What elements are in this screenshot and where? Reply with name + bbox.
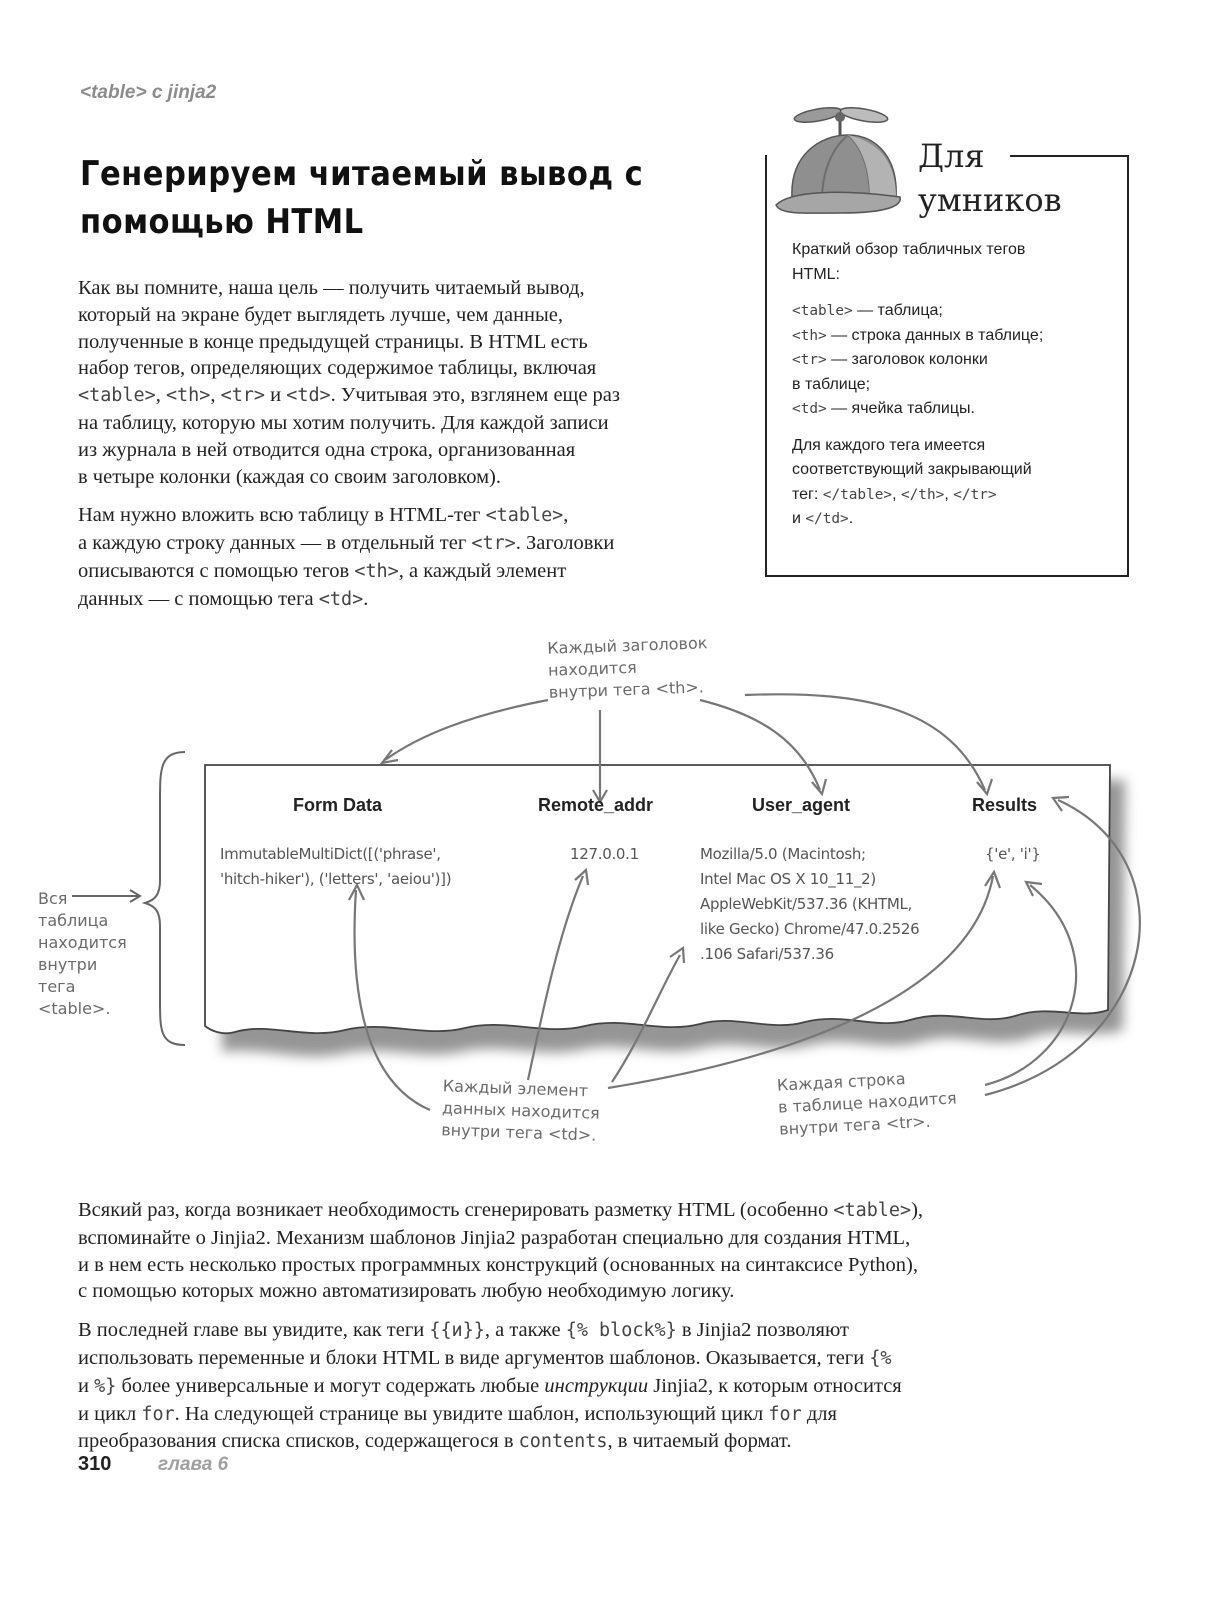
page-number: 310 (78, 1453, 112, 1475)
sidebar-tag-item: <th> — строка данных в таблице; (792, 326, 1044, 344)
table-header-form-data: Form Data (293, 795, 383, 815)
sidebar-tag-item: <table> — таблица; (792, 302, 943, 319)
outro-paragraph-2: В последней главе вы увидите, как теги {{и}}, а также {% block%} в Jinjia2 позволяют использовать переменные и блоки HTML в виде аргументов шаблонов. Оказывается, теги {% и %} более универсальные и могут содержать любые инструкции Jinjia2, к которым относится и цикл for. На следующей странице вы увидите шаблон, использующий цикл for для преобразования списка списков, содержащегося в contents, в читаемый формат. (78, 1319, 902, 1453)
sidebar-closing: Для каждого тега имеется соответствующий закрывающий тег: </table>, </th>, </tr> и </td>. (792, 436, 1032, 527)
intro-paragraph-1: Как вы помните, наша цель — получить читаемый вывод, который на экране будет выглядеть лучше, чем данные, полученные в конце предыдущей страницы. В HTML есть набор тегов, определяющих содержимое таблицы, включая <table>, <th>, <tr> и <td>. Учитывая это, взглянем еще раз на таблицу, которую мы хотим получить. Для каждой записи из журнала в ней отводится одна строка, организованная в четыре колонки (каждая со своим заголовком). (78, 277, 621, 488)
running-head-tag: <table> (80, 82, 147, 103)
annotation-table: Вся таблица находится внутри тега <table>. (38, 889, 127, 1018)
table-header-user-agent: User_agent (752, 795, 851, 815)
sidebar-tag-item: <tr> — заголовок колонки (792, 351, 988, 368)
sidebar-title-line-2: умников (918, 181, 1062, 219)
sidebar-intro: Краткий обзор табличных тегов HTML: (792, 241, 1026, 283)
table-header-remote-addr: Remote_addr (538, 795, 654, 815)
annotation-th: Каждый заголовок находится внутри тега <th>. (546, 633, 708, 702)
chapter-label: глава 6 (158, 1454, 229, 1475)
annotation-tr: Каждая строка в таблице находится внутри тега <tr>. (776, 1068, 958, 1139)
table-brace (145, 752, 185, 1045)
outro-text (78, 1197, 1158, 1468)
table-cell-user-agent: Mozilla/5.0 (Macintosh; Intel Mac OS X 10_11_2) AppleWebKit/537.36 (KHTML, like Gecko) Chrome/47.0.2526 .106 Safari/537.36 (700, 845, 920, 963)
table-cell-form-data: ImmutableMultiDict([('phrase', 'hitch-hiker'), ('letters', 'aeiou')]) (220, 845, 452, 888)
sidebar-title-line-1: Для (918, 137, 985, 175)
table-header-results: Results (972, 795, 1038, 815)
sidebar-tag-item: <td> — ячейка таблицы. (792, 400, 975, 417)
sidebar-tag-item: в таблице; (792, 375, 871, 393)
outro-paragraph-1: Всякий раз, когда возникает необходимость сгенерировать разметку HTML (особенно <table>), вспоминайте о Jinjia2. Механизм шаблонов Jinjia2 разработан специально для создания HTML, и в нем есть несколько простых программных конструкций (основанных на синтаксисе Python), с помощью которых можно автоматизировать любую необходимую логику. (78, 1199, 924, 1303)
annotation-td: Каждый элемент данных находится внутри тега <td>. (440, 1076, 601, 1145)
intro-paragraph-2: Нам нужно вложить всю таблицу в HTML-тег <table>, а каждую строку данных — в отдельный тег <tr>. Заголовки описываются с помощью тегов <th>, а каждый элемент данных — с помощью тега <td>. (78, 504, 615, 610)
table-cell-results: {'e', 'i'} (985, 845, 1041, 863)
page-title: Генерируем читаемый вывод с помощью HTML (80, 154, 644, 242)
running-head-text: с jinja2 (146, 82, 217, 103)
table-cell-remote-addr: 127.0.0.1 (570, 845, 639, 863)
